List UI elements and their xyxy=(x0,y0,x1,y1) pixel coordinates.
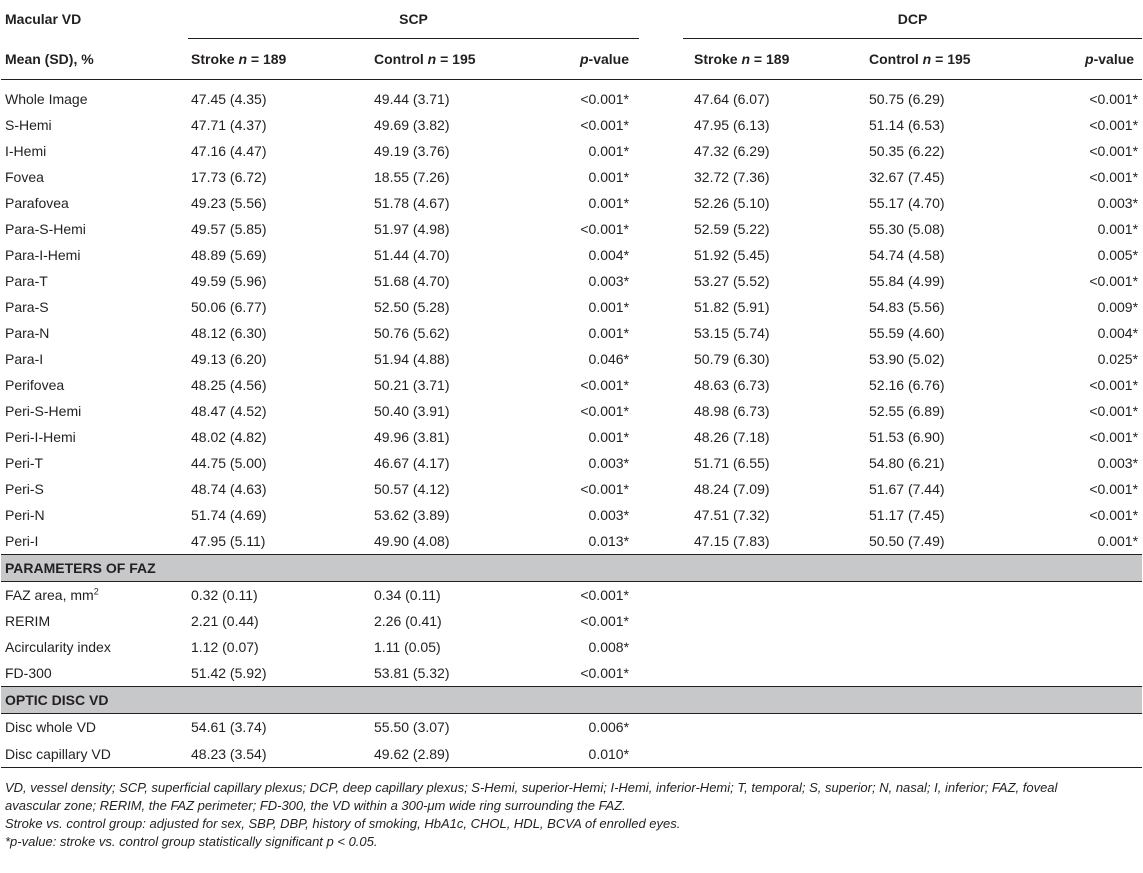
group-gap xyxy=(639,528,683,555)
table-row xyxy=(1,582,1142,609)
empty-cell xyxy=(1055,714,1142,741)
empty-cell xyxy=(639,582,683,609)
corner-bottom-label: Mean (SD), % xyxy=(1,39,188,80)
scp-p-value: 0.001* xyxy=(588,429,630,445)
scp-control-value: 49.96 (3.81) xyxy=(374,429,450,445)
scp-p-value: 0.010* xyxy=(560,740,639,768)
dcp-control-value: 54.74 (4.58) xyxy=(869,247,945,263)
row-label: Peri-S xyxy=(5,481,44,497)
dcp-control-value: 51.53 (6.90) xyxy=(869,429,945,445)
row-label: FD-300 xyxy=(5,665,52,681)
table-row xyxy=(1,450,1142,476)
scp-p-value: <0.001* xyxy=(580,587,630,603)
scp-stroke-value: 49.13 (6.20) xyxy=(191,351,267,367)
scp-p-value: 0.003* xyxy=(588,507,630,523)
empty-cell xyxy=(869,582,1055,609)
scp-control-value: 49.19 (3.76) xyxy=(374,143,450,159)
dcp-p-value: <0.001* xyxy=(1089,169,1139,185)
scp-stroke-value: 48.23 (3.54) xyxy=(188,740,374,768)
scp-p-value: 0.001* xyxy=(588,325,630,341)
dcp-p-value: 0.009* xyxy=(1097,299,1139,315)
scp-stroke-value: 48.89 (5.69) xyxy=(191,247,267,263)
scp-control-value: 51.78 (4.67) xyxy=(374,195,450,211)
dcp-p-value: <0.001* xyxy=(1089,429,1139,445)
dcp-control-value: 54.83 (5.56) xyxy=(869,299,945,315)
dcp-control-value: 51.67 (7.44) xyxy=(869,481,945,497)
group-gap xyxy=(639,372,683,398)
group-gap xyxy=(639,138,683,164)
scp-p-value: 0.001* xyxy=(588,299,630,315)
dcp-p-value: 0.003* xyxy=(1097,195,1139,211)
scp-control-value: 50.40 (3.91) xyxy=(374,403,450,419)
scp-control-value: 55.50 (3.07) xyxy=(374,719,450,735)
empty-cell xyxy=(683,660,869,687)
faz-section-header-title: PARAMETERS OF FAZ xyxy=(1,555,1142,582)
dcp-p-value: 0.025* xyxy=(1097,351,1139,367)
scp-p-value: 0.006* xyxy=(588,719,630,735)
row-label: Para-S xyxy=(5,299,49,315)
scp-group-header: SCP xyxy=(188,0,639,39)
table-row xyxy=(1,242,1142,268)
row-label: Acircularity index xyxy=(5,639,111,655)
dcp-stroke-value: 52.26 (5.10) xyxy=(694,195,770,211)
dcp-p-value: 0.004* xyxy=(1097,325,1139,341)
scp-p-value: <0.001* xyxy=(580,91,630,107)
scp-p-value: 0.008* xyxy=(588,639,630,655)
dcp-p-value: <0.001* xyxy=(1089,117,1139,133)
scp-control-value: 51.94 (4.88) xyxy=(374,351,450,367)
dcp-control-value: 55.84 (4.99) xyxy=(869,273,945,289)
dcp-stroke-header: Stroke n = 189 xyxy=(683,39,869,80)
corner-top-label: Macular VD xyxy=(5,11,82,28)
scp-control-value: 1.11 (0.05) xyxy=(374,639,441,655)
dcp-p-value: <0.001* xyxy=(1089,481,1139,497)
dcp-control-value: 55.59 (4.60) xyxy=(869,325,945,341)
table-row xyxy=(1,216,1142,242)
dcp-control-value: 55.17 (4.70) xyxy=(869,195,945,211)
group-gap xyxy=(639,346,683,372)
disc-body xyxy=(1,687,1142,768)
dcp-stroke-value: 47.51 (7.32) xyxy=(694,507,770,523)
empty-cell xyxy=(869,608,1055,634)
scp-control-value: 50.76 (5.62) xyxy=(374,325,450,341)
table-row xyxy=(1,294,1142,320)
scp-p-value: <0.001* xyxy=(580,221,630,237)
macular-vd-body xyxy=(1,80,1142,555)
group-gap xyxy=(639,190,683,216)
scp-stroke-value: 0.32 (0.11) xyxy=(191,587,258,603)
empty-cell xyxy=(683,608,869,634)
empty-cell xyxy=(1055,608,1142,634)
group-gap xyxy=(639,294,683,320)
scp-stroke-value: 1.12 (0.07) xyxy=(191,639,259,655)
scp-p-value: <0.001* xyxy=(580,481,630,497)
table-row xyxy=(1,112,1142,138)
row-label: Para-S-Hemi xyxy=(5,221,86,237)
row-label: Para-T xyxy=(5,273,48,289)
empty-cell xyxy=(639,714,683,741)
dcp-p-value: <0.001* xyxy=(1089,403,1139,419)
row-label: Whole Image xyxy=(5,91,88,107)
group-gap xyxy=(639,476,683,502)
empty-cell xyxy=(683,634,869,660)
dcp-control-value: 52.55 (6.89) xyxy=(869,403,945,419)
scp-stroke-value: 48.12 (6.30) xyxy=(191,325,267,341)
row-label: Peri-I-Hemi xyxy=(5,429,76,445)
scp-stroke-value: 54.61 (3.74) xyxy=(191,719,267,735)
empty-cell xyxy=(639,740,683,768)
footnote-abbreviations: VD, vessel density; SCP, superficial capillary plexus; DCP, deep capillary plexus; S-Hemi, superior-Hemi; I-Hemi, inferior-Hemi; T, temporal; S, superior; N, nasal; I, inferior; FAZ, foveal avascular zone; RERIM, the FAZ perimeter; FD-300, the VD within a 300-μm wide ring surrounding the FAZ. xyxy=(5,780,1058,813)
dcp-control-value: 50.75 (6.29) xyxy=(869,91,945,107)
row-label: Parafovea xyxy=(5,195,69,211)
group-gap xyxy=(639,424,683,450)
scp-stroke-value: 48.47 (4.52) xyxy=(191,403,267,419)
scp-control-value: 49.90 (4.08) xyxy=(374,533,450,549)
group-gap xyxy=(639,164,683,190)
table-row xyxy=(1,528,1142,555)
dcp-control-header: Control n = 195 xyxy=(869,39,1055,80)
dcp-p-value: <0.001* xyxy=(1089,143,1139,159)
scp-stroke-value: 48.02 (4.82) xyxy=(191,429,267,445)
scp-stroke-value: 47.45 (4.35) xyxy=(191,91,267,107)
empty-cell xyxy=(1055,634,1142,660)
header-row-columns xyxy=(1,39,1142,80)
empty-cell xyxy=(869,740,1055,768)
scp-control-value: 51.44 (4.70) xyxy=(374,247,450,263)
dcp-stroke-value: 47.95 (6.13) xyxy=(694,117,770,133)
row-label: Peri-N xyxy=(5,507,45,523)
scp-stroke-value: 47.95 (5.11) xyxy=(191,533,266,549)
scp-p-value: 0.003* xyxy=(588,455,630,471)
group-gap xyxy=(639,320,683,346)
empty-cell xyxy=(639,660,683,687)
empty-cell xyxy=(683,740,869,768)
dcp-stroke-value: 53.15 (5.74) xyxy=(694,325,770,341)
dcp-stroke-value: 51.71 (6.55) xyxy=(694,455,770,471)
table-row xyxy=(1,268,1142,294)
disc-section-header-title: OPTIC DISC VD xyxy=(1,687,1142,714)
scp-control-value: 50.57 (4.12) xyxy=(374,481,450,497)
dcp-stroke-value: 48.24 (7.09) xyxy=(694,481,770,497)
dcp-control-value: 55.30 (5.08) xyxy=(869,221,945,237)
row-label: Fovea xyxy=(5,169,44,185)
scp-p-header: p-value xyxy=(560,39,639,80)
scp-stroke-value: 47.71 (4.37) xyxy=(191,117,267,133)
empty-cell xyxy=(639,608,683,634)
scp-control-value: 49.62 (2.89) xyxy=(374,740,560,768)
scp-p-value: 0.001* xyxy=(588,169,630,185)
row-label: RERIM xyxy=(5,613,51,629)
dcp-p-value: <0.001* xyxy=(1089,377,1139,393)
dcp-control-value: 50.50 (7.49) xyxy=(869,533,945,549)
table-row xyxy=(1,740,1142,768)
scp-stroke-value: 47.16 (4.47) xyxy=(191,143,267,159)
dcp-p-value: 0.005* xyxy=(1097,247,1139,263)
table-row xyxy=(1,164,1142,190)
table-row xyxy=(1,138,1142,164)
dcp-stroke-value: 47.15 (7.83) xyxy=(694,533,770,549)
row-label: Para-I xyxy=(5,351,44,367)
dcp-stroke-value: 51.92 (5.45) xyxy=(694,247,770,263)
scp-stroke-header: Stroke n = 189 xyxy=(188,39,374,80)
scp-stroke-value: 17.73 (6.72) xyxy=(191,169,267,185)
scp-control-value: 50.21 (3.71) xyxy=(374,377,450,393)
dcp-control-value: 54.80 (6.21) xyxy=(869,455,945,471)
scp-stroke-value: 44.75 (5.00) xyxy=(191,455,267,471)
empty-cell xyxy=(869,634,1055,660)
faz-body xyxy=(1,555,1142,687)
group-gap xyxy=(639,268,683,294)
dcp-stroke-value: 48.63 (6.73) xyxy=(694,377,770,393)
dcp-stroke-value: 32.72 (7.36) xyxy=(694,169,770,185)
row-label: Para-N xyxy=(5,325,50,341)
table-row xyxy=(1,80,1142,113)
dcp-p-value: <0.001* xyxy=(1089,507,1139,523)
dcp-p-value: <0.001* xyxy=(1089,273,1139,289)
table-row xyxy=(1,424,1142,450)
table-row xyxy=(1,476,1142,502)
group-gap xyxy=(639,112,683,138)
scp-control-value: 53.62 (3.89) xyxy=(374,507,450,523)
row-label: Disc capillary VD xyxy=(1,740,188,768)
scp-stroke-value: 49.23 (5.56) xyxy=(191,195,267,211)
scp-control-value: 52.50 (5.28) xyxy=(374,299,450,315)
dcp-stroke-value: 48.26 (7.18) xyxy=(694,429,770,445)
dcp-p-value: 0.001* xyxy=(1097,221,1139,237)
row-label: Peri-I xyxy=(5,533,39,549)
table-row xyxy=(1,634,1142,660)
scp-control-value: 49.44 (3.71) xyxy=(374,91,450,107)
dcp-stroke-value: 48.98 (6.73) xyxy=(694,403,770,419)
scp-stroke-value: 2.21 (0.44) xyxy=(191,613,259,629)
scp-stroke-value: 51.42 (5.92) xyxy=(191,665,267,681)
dcp-stroke-value: 47.64 (6.07) xyxy=(694,91,770,107)
group-gap xyxy=(639,80,683,113)
scp-control-value: 18.55 (7.26) xyxy=(374,169,450,185)
faz-section-header xyxy=(1,555,1142,582)
footnotes xyxy=(1,768,1142,851)
scp-p-value: 0.004* xyxy=(588,247,630,263)
scp-p-value: 0.046* xyxy=(588,351,630,367)
table-row xyxy=(1,502,1142,528)
row-label: I-Hemi xyxy=(5,143,47,159)
empty-cell xyxy=(869,660,1055,687)
empty-cell xyxy=(1055,660,1142,687)
empty-cell xyxy=(683,714,869,741)
table-container xyxy=(1,0,1142,851)
results-table xyxy=(1,0,1142,768)
group-gap xyxy=(639,450,683,476)
table-row xyxy=(1,190,1142,216)
empty-cell xyxy=(1055,740,1142,768)
table-row xyxy=(1,398,1142,424)
scp-p-value: 0.001* xyxy=(588,143,630,159)
empty-cell xyxy=(639,634,683,660)
scp-control-value: 51.68 (4.70) xyxy=(374,273,450,289)
dcp-stroke-value: 51.82 (5.91) xyxy=(694,299,770,315)
footnote-significance: *p-value: stroke vs. control group statistically significant p < 0.05. xyxy=(5,834,378,849)
scp-stroke-value: 51.74 (4.69) xyxy=(191,507,267,523)
scp-stroke-value: 48.25 (4.56) xyxy=(191,377,267,393)
empty-cell xyxy=(683,582,869,609)
row-label: S-Hemi xyxy=(5,117,52,133)
scp-p-value: <0.001* xyxy=(580,665,630,681)
row-label: Peri-T xyxy=(5,455,44,471)
dcp-control-value: 32.67 (7.45) xyxy=(869,169,945,185)
empty-cell xyxy=(869,714,1055,741)
scp-p-value: <0.001* xyxy=(580,377,630,393)
empty-cell xyxy=(1055,582,1142,609)
dcp-group-header: DCP xyxy=(683,0,1142,39)
dcp-control-value: 52.16 (6.76) xyxy=(869,377,945,393)
dcp-p-value: 0.001* xyxy=(1097,533,1139,549)
group-gap xyxy=(639,502,683,528)
scp-control-value: 49.69 (3.82) xyxy=(374,117,450,133)
scp-p-value: 0.003* xyxy=(588,273,630,289)
dcp-p-header: p-value xyxy=(1055,39,1142,80)
group-gap xyxy=(639,216,683,242)
dcp-p-value: <0.001* xyxy=(1089,91,1139,107)
dcp-stroke-value: 47.32 (6.29) xyxy=(694,143,770,159)
table-row xyxy=(1,660,1142,687)
table-row xyxy=(1,714,1142,741)
dcp-stroke-value: 52.59 (5.22) xyxy=(694,221,770,237)
scp-p-value: <0.001* xyxy=(580,117,630,133)
row-label: Disc whole VD xyxy=(5,719,97,735)
scp-control-value: 46.67 (4.17) xyxy=(374,455,450,471)
group-gap xyxy=(639,398,683,424)
scp-p-value: 0.013* xyxy=(588,533,630,549)
dcp-stroke-value: 50.79 (6.30) xyxy=(694,351,770,367)
table-row xyxy=(1,346,1142,372)
table-row xyxy=(1,372,1142,398)
scp-p-value: <0.001* xyxy=(580,403,630,419)
scp-p-value: <0.001* xyxy=(580,613,630,629)
row-label: Para-I-Hemi xyxy=(5,247,81,263)
scp-control-value: 2.26 (0.41) xyxy=(374,613,442,629)
dcp-control-value: 53.90 (5.02) xyxy=(869,351,945,367)
scp-control-value: 51.97 (4.98) xyxy=(374,221,450,237)
dcp-p-value: 0.003* xyxy=(1097,455,1139,471)
disc-section-header xyxy=(1,687,1142,714)
dcp-control-value: 51.17 (7.45) xyxy=(869,507,945,523)
dcp-control-value: 50.35 (6.22) xyxy=(869,143,945,159)
footnote-adjustment: Stroke vs. control group: adjusted for sex, SBP, DBP, history of smoking, HbA1c, CHOL, HDL, BCVA of enrolled eyes. xyxy=(5,816,681,831)
scp-stroke-value: 50.06 (6.77) xyxy=(191,299,267,315)
table-row xyxy=(1,608,1142,634)
scp-control-value: 0.34 (0.11) xyxy=(374,587,441,603)
row-label: Peri-S-Hemi xyxy=(5,403,82,419)
table-row xyxy=(1,320,1142,346)
row-label: Perifovea xyxy=(5,377,65,393)
group-gap xyxy=(639,242,683,268)
scp-control-header: Control n = 195 xyxy=(374,39,560,80)
row-label: FAZ area, $mm^2$ xyxy=(5,586,99,603)
scp-stroke-value: 48.74 (4.63) xyxy=(191,481,267,497)
dcp-stroke-value: 53.27 (5.52) xyxy=(694,273,770,289)
scp-p-value: 0.001* xyxy=(588,195,630,211)
scp-stroke-value: 49.59 (5.96) xyxy=(191,273,267,289)
header-row-groups xyxy=(1,0,1142,39)
dcp-control-value: 51.14 (6.53) xyxy=(869,117,945,133)
scp-control-value: 53.81 (5.32) xyxy=(374,665,450,681)
scp-stroke-value: 49.57 (5.85) xyxy=(191,221,267,237)
